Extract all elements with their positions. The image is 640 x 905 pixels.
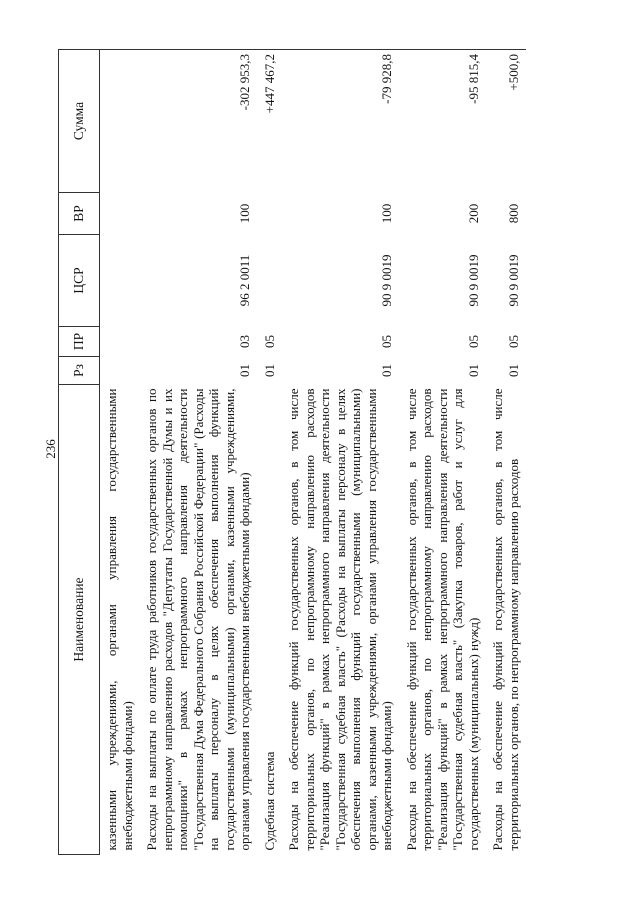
row-rz: 01 [378, 364, 394, 377]
row-pr: 03 [236, 335, 252, 348]
row-sum: -95 815,4 [399, 50, 486, 193]
table-row [399, 50, 486, 855]
row-rz: 01 [236, 364, 252, 377]
row-name: Расходы на обеспечение функций государственных органов, в том числе территориальных органов, по непрограммному направлению расходов "Реализация функций" в рамках непрограммного направления деятельности "Государственная судебная власть" (Расходы на выплаты персоналу в целях обеспечения выполнения функций государственными (муниципальными) органами, казенными учреждениями, органами управления государственными внебюджетными фондами) [285, 388, 394, 851]
rotated-page [58, 50, 603, 855]
row-vr: 200 [465, 203, 480, 224]
header-rz: Рз [58, 357, 99, 385]
row-name: Расходы на обеспечение функций государственных органов, в том числе территориальных органов, по непрограммному направлению расходов [489, 388, 520, 851]
row-name: казенными учреждениями, органами управления государственными внебюджетными фондами) [103, 388, 134, 851]
row-csr: 90 9 0019 [505, 254, 520, 307]
table-row [282, 50, 400, 855]
row-csr [99, 235, 140, 327]
row-vr [257, 193, 282, 235]
row-vr: 800 [505, 203, 520, 224]
row-vr: 100 [378, 203, 394, 224]
row-sum: +447 467,2 [257, 50, 282, 193]
table-row [257, 50, 282, 855]
row-sum [99, 50, 140, 193]
row-vr: 100 [236, 203, 252, 224]
table-header-row [58, 50, 99, 855]
row-pr: 05 [465, 335, 480, 348]
row-csr: 96 2 0011 [236, 254, 252, 307]
row-rz [99, 357, 140, 385]
row-sum: -79 928,8 [282, 50, 400, 193]
row-vr [99, 193, 140, 235]
header-csr: ЦСР [58, 235, 99, 327]
header-name: Наименование [58, 385, 99, 855]
header-vr: ВР [58, 193, 99, 235]
row-sum: -302 953,3 [140, 50, 258, 193]
budget-table [58, 49, 526, 855]
table-row [140, 50, 258, 855]
header-sum: Сумма [58, 50, 99, 193]
page-number: 236 [43, 439, 58, 459]
row-pr: 05 [261, 335, 276, 348]
row-csr: 90 9 0019 [465, 254, 480, 307]
row-sum: +500,0 [486, 50, 526, 193]
row-csr: 90 9 0019 [378, 254, 394, 307]
row-rz: 01 [261, 364, 276, 377]
row-rz: 01 [465, 364, 480, 377]
row-name: Судебная система [261, 751, 276, 851]
table-row [99, 50, 140, 855]
row-pr: 05 [505, 335, 520, 348]
row-pr: 05 [378, 335, 394, 348]
row-name: Расходы на выплаты по оплате труда работников государственных органов по непрограммному направлению расходов "Депутаты Государственной Думы и их помощники" в рамках непрограммного направления деятельности "Государственная Дума Федерального Собрания Российской Федерации" (Расходы на выплаты персоналу в целях обеспечения выполнения функций государственными (муниципальными) органами, казенными учреждениями, органами управления государственными внебюджетными фондами) [143, 388, 252, 851]
table-row [486, 50, 526, 855]
row-pr [99, 327, 140, 357]
row-rz: 01 [505, 364, 520, 377]
header-pr: ПР [58, 327, 99, 357]
row-csr [257, 235, 282, 327]
row-name: Расходы на обеспечение функций государственных органов, в том числе территориальных органов, по непрограммному направлению расходов "Реализация функций" в рамках непрограммного направления деятельности "Государственная судебная власть" (Закупка товаров, работ и услуг для государственных (муниципальных) нужд) [403, 388, 480, 851]
